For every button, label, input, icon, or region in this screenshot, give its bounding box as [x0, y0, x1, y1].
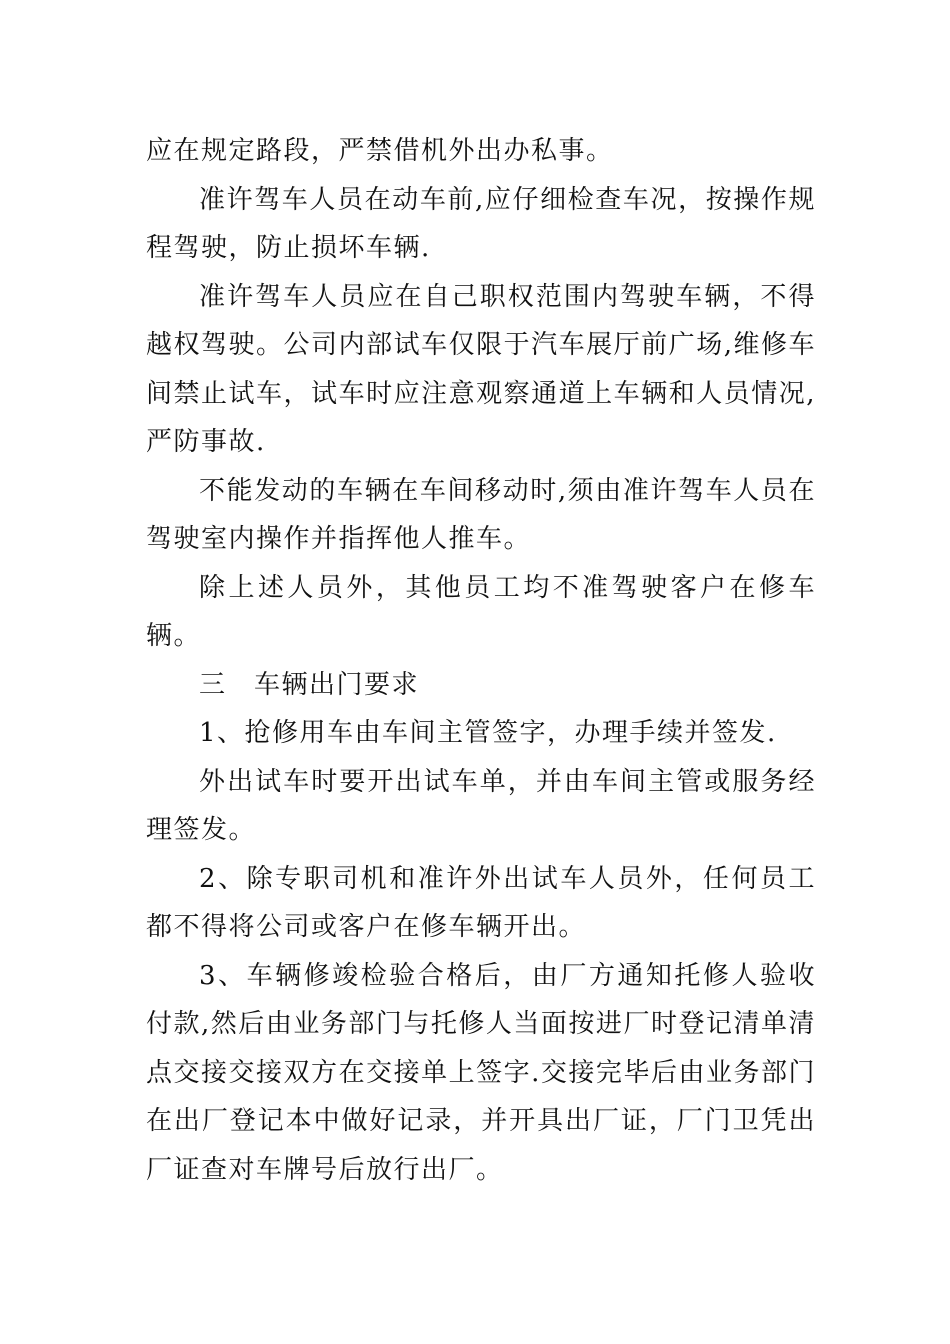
- document-body: [146, 127, 816, 1194]
- paragraph-item-2: 2、除专职司机和准许外出试车人员外，任何员工都不得将公司或客户在修车辆开出。: [146, 863, 816, 942]
- paragraph-4: 不能发动的车辆在车间移动时,须由准许驾车人员在驾驶室内操作并指挥他人推车。: [146, 475, 816, 554]
- paragraph-item-1-detail: 外出试车时要开出试车单，并由车间主管或服务经理签发。: [146, 766, 816, 845]
- paragraph-item-1: 1、抢修用车由车间主管签字，办理手续并签发.: [199, 718, 777, 748]
- paragraph-2: 准许驾车人员在动车前,应仔细检查车况，按操作规程驾驶，防止损坏车辆.: [146, 184, 816, 263]
- paragraph-3: 准许驾车人员应在自己职权范围内驾驶车辆，不得越权驾驶。公司内部试车仅限于汽车展厅前广场,维修车间禁止试车，试车时应注意观察通道上车辆和人员情况,严防事故.: [146, 281, 816, 457]
- section-heading: 三 车辆出门要求: [199, 669, 420, 700]
- paragraph-item-3: 3、车辆修竣检验合格后，由厂方通知托修人验收付款,然后由业务部门与托修人当面按进厂时登记清单清点交接交接双方在交接单上签字.交接完毕后由业务部门在出厂登记本中做好记录，并开具出厂证，厂门卫凭出厂证查对车牌号后放行出厂。: [146, 960, 816, 1185]
- paragraph-5: 除上述人员外，其他员工均不准驾驶客户在修车辆。: [146, 572, 816, 651]
- paragraph-1: 应在规定路段，严禁借机外出办私事。: [146, 136, 614, 166]
